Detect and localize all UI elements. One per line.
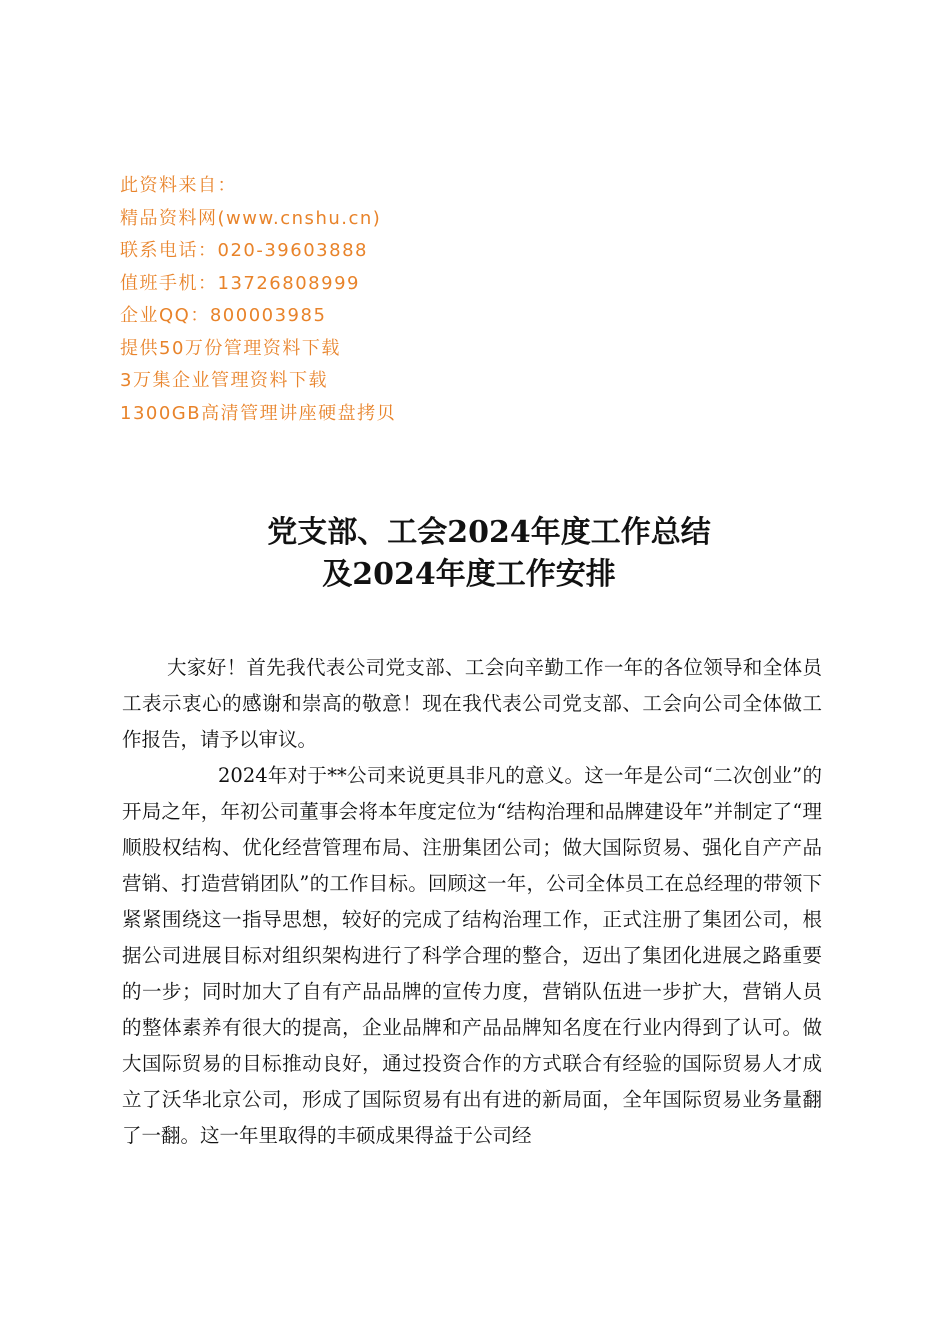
- paragraph-review: 2024年对于**公司来说更具非凡的意义。这一年是公司“二次创业”的开局之年，年初公司董事会将本年度定位为“结构治理和品牌建设年”并制定了“理顺股权结构、优化经营管理布局、注册集团公司；做大国际贸易、强化自产产品营销、打造营销团队”的工作目标。回顾这一年，公司全体员工在总经理的带领下紧紧围绕这一指导思想，较好的完成了结构治理工作，正式注册了集团公司，根据公司进展目标对组织架构进行了科学合理的整合，迈出了集团化进展之路重要的一步；同时加大了自有产品品牌的宣传力度，营销队伍进一步扩大，营销人员的整体素养有很大的提高，企业品牌和产品品牌知名度在行业内得到了认可。做大国际贸易的目标推动良好，通过投资合作的方式联合有经验的国际贸易人才成立了沃华北京公司，形成了国际贸易有出有进的新局面，全年国际贸易业务量翻了一翻。这一年里取得的丰硕成果得益于公司经: [122, 764, 822, 1147]
- paragraph-greeting: 大家好！首先我代表公司党支部、工会向辛勤工作一年的各位领导和全体员工表示衷心的感谢和崇高的敬意！现在我代表公司党支部、工会向公司全体做工作报告，请予以审议。: [122, 656, 822, 751]
- source-line-mobile: 值班手机：13726808999: [120, 272, 360, 294]
- source-line-website: 精品资料网(www.cnshu.cn): [120, 207, 382, 229]
- document-title-line-1: 党支部、工会2024年度工作总结: [267, 515, 711, 550]
- source-line-intro: 此资料来自：: [120, 175, 237, 196]
- document-title: [0, 512, 950, 596]
- source-line-qq: 企业QQ：800003985: [120, 305, 327, 326]
- document-title-line-2: 及2024年度工作安排: [322, 557, 616, 592]
- source-line-offer-2: 3万集企业管理资料下载: [120, 370, 328, 391]
- source-line-phone: 联系电话：020-39603888: [120, 240, 368, 261]
- source-line-offer-1: 提供50万份管理资料下载: [120, 337, 341, 359]
- document-body: [122, 650, 822, 1154]
- source-line-offer-3: 1300GB高清管理讲座硬盘拷贝: [120, 402, 397, 424]
- source-info-block: [120, 170, 720, 430]
